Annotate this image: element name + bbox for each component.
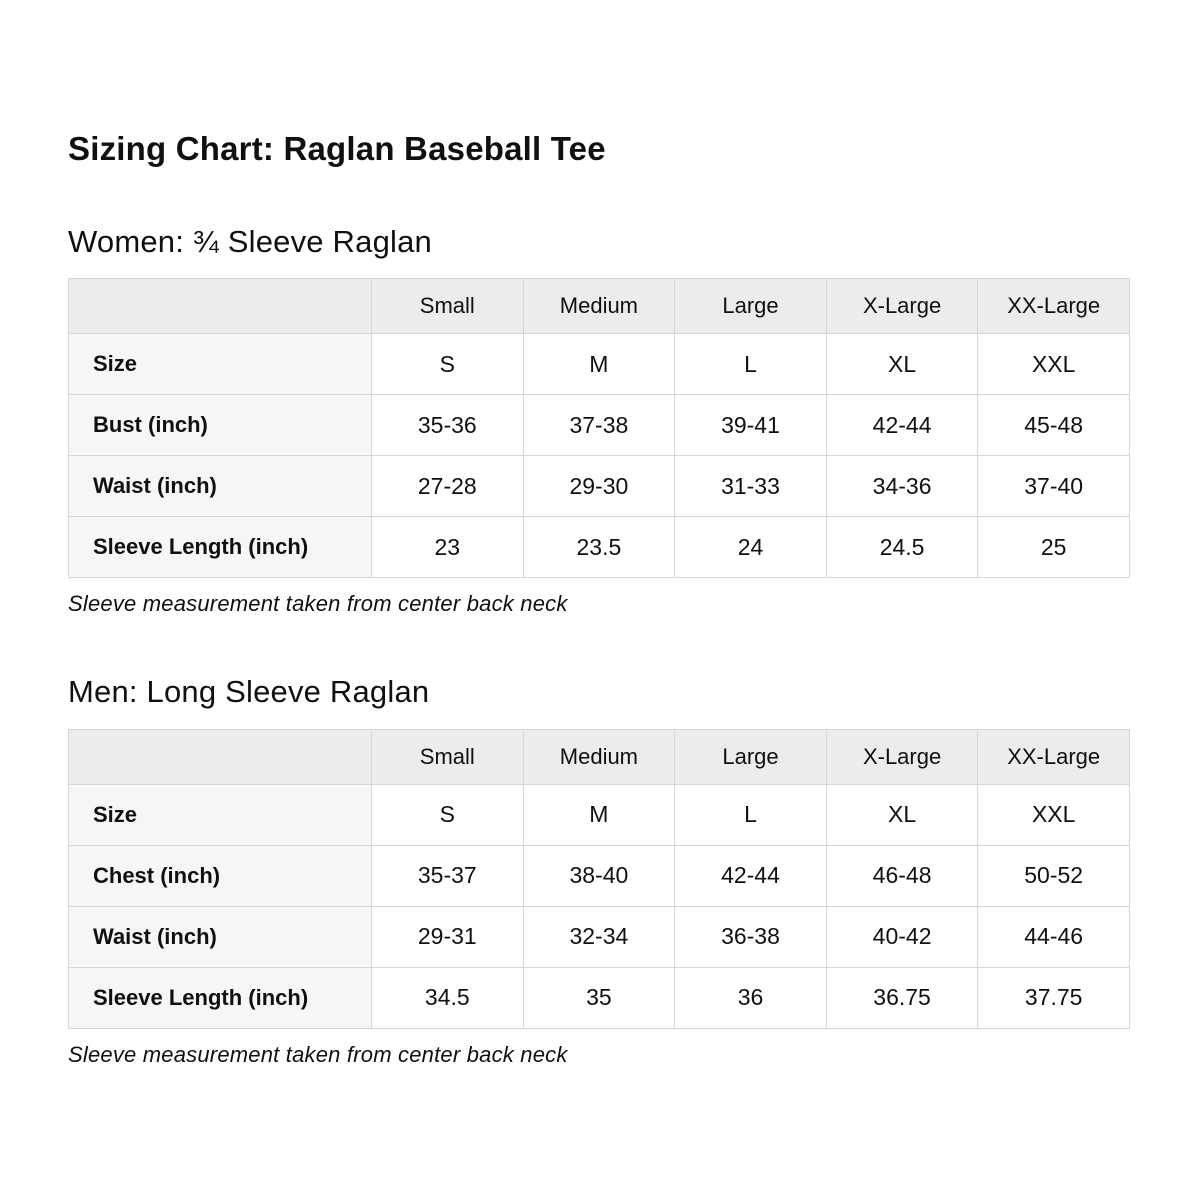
- size-value-cell: L: [675, 784, 827, 845]
- size-value-cell: XXL: [978, 334, 1130, 395]
- size-value-cell: 50-52: [978, 845, 1130, 906]
- women-sizing-table: [68, 278, 1130, 578]
- table-row: [69, 845, 1130, 906]
- size-value-cell: 36: [675, 967, 827, 1028]
- section-men: [68, 673, 1132, 1067]
- table-row: [69, 395, 1130, 456]
- size-value-cell: 25: [978, 517, 1130, 578]
- size-value-cell: M: [523, 334, 675, 395]
- column-header: Large: [675, 279, 827, 334]
- row-label: Sleeve Length (inch): [69, 517, 372, 578]
- row-label: Bust (inch): [69, 395, 372, 456]
- size-value-cell: 31-33: [675, 456, 827, 517]
- corner-cell: [69, 279, 372, 334]
- column-header: XX-Large: [978, 279, 1130, 334]
- size-value-cell: 39-41: [675, 395, 827, 456]
- size-value-cell: 36.75: [826, 967, 978, 1028]
- size-value-cell: 23.5: [523, 517, 675, 578]
- size-value-cell: 32-34: [523, 906, 675, 967]
- column-header: Large: [675, 729, 827, 784]
- column-header: X-Large: [826, 279, 978, 334]
- size-value-cell: S: [372, 784, 524, 845]
- women-sleeve-footnote: Sleeve measurement taken from center back neck: [68, 591, 568, 617]
- table-row: [69, 784, 1130, 845]
- size-value-cell: 23: [372, 517, 524, 578]
- table-row: [69, 334, 1130, 395]
- size-value-cell: 34-36: [826, 456, 978, 517]
- row-label: Sleeve Length (inch): [69, 967, 372, 1028]
- size-value-cell: 36-38: [675, 906, 827, 967]
- size-value-cell: 46-48: [826, 845, 978, 906]
- column-header: Medium: [523, 279, 675, 334]
- column-header: XX-Large: [978, 729, 1130, 784]
- men-section-heading: Men: Long Sleeve Raglan: [68, 674, 430, 710]
- row-label: Waist (inch): [69, 906, 372, 967]
- size-value-cell: 29-31: [372, 906, 524, 967]
- size-value-cell: L: [675, 334, 827, 395]
- column-header: X-Large: [826, 729, 978, 784]
- row-label: Size: [69, 334, 372, 395]
- size-value-cell: 42-44: [675, 845, 827, 906]
- size-value-cell: 24: [675, 517, 827, 578]
- size-value-cell: 27-28: [372, 456, 524, 517]
- column-header: Small: [372, 729, 524, 784]
- table-row: [69, 906, 1130, 967]
- size-value-cell: 35: [523, 967, 675, 1028]
- size-value-cell: 38-40: [523, 845, 675, 906]
- size-value-cell: XL: [826, 784, 978, 845]
- table-header-row: [69, 279, 1130, 334]
- table-row: [69, 967, 1130, 1028]
- corner-cell: [69, 729, 372, 784]
- table-row: [69, 517, 1130, 578]
- row-label: Chest (inch): [69, 845, 372, 906]
- size-value-cell: 35-37: [372, 845, 524, 906]
- row-label: Waist (inch): [69, 456, 372, 517]
- women-section-heading: Women: ¾ Sleeve Raglan: [68, 224, 432, 260]
- men-sizing-table: [68, 729, 1130, 1029]
- size-value-cell: 37-38: [523, 395, 675, 456]
- column-header: Medium: [523, 729, 675, 784]
- size-value-cell: 40-42: [826, 906, 978, 967]
- men-sleeve-footnote: Sleeve measurement taken from center back neck: [68, 1041, 568, 1067]
- table-row: [69, 456, 1130, 517]
- row-label: Size: [69, 784, 372, 845]
- size-value-cell: S: [372, 334, 524, 395]
- column-header: Small: [372, 279, 524, 334]
- page-title: Sizing Chart: Raglan Baseball Tee: [68, 130, 606, 167]
- size-value-cell: 29-30: [523, 456, 675, 517]
- section-women: [68, 223, 1132, 617]
- size-value-cell: 42-44: [826, 395, 978, 456]
- size-value-cell: 34.5: [372, 967, 524, 1028]
- size-value-cell: XL: [826, 334, 978, 395]
- size-value-cell: 37-40: [978, 456, 1130, 517]
- table-header-row: [69, 729, 1130, 784]
- size-value-cell: 37.75: [978, 967, 1130, 1028]
- size-value-cell: XXL: [978, 784, 1130, 845]
- size-value-cell: M: [523, 784, 675, 845]
- size-value-cell: 44-46: [978, 906, 1130, 967]
- size-value-cell: 45-48: [978, 395, 1130, 456]
- size-value-cell: 35-36: [372, 395, 524, 456]
- size-value-cell: 24.5: [826, 517, 978, 578]
